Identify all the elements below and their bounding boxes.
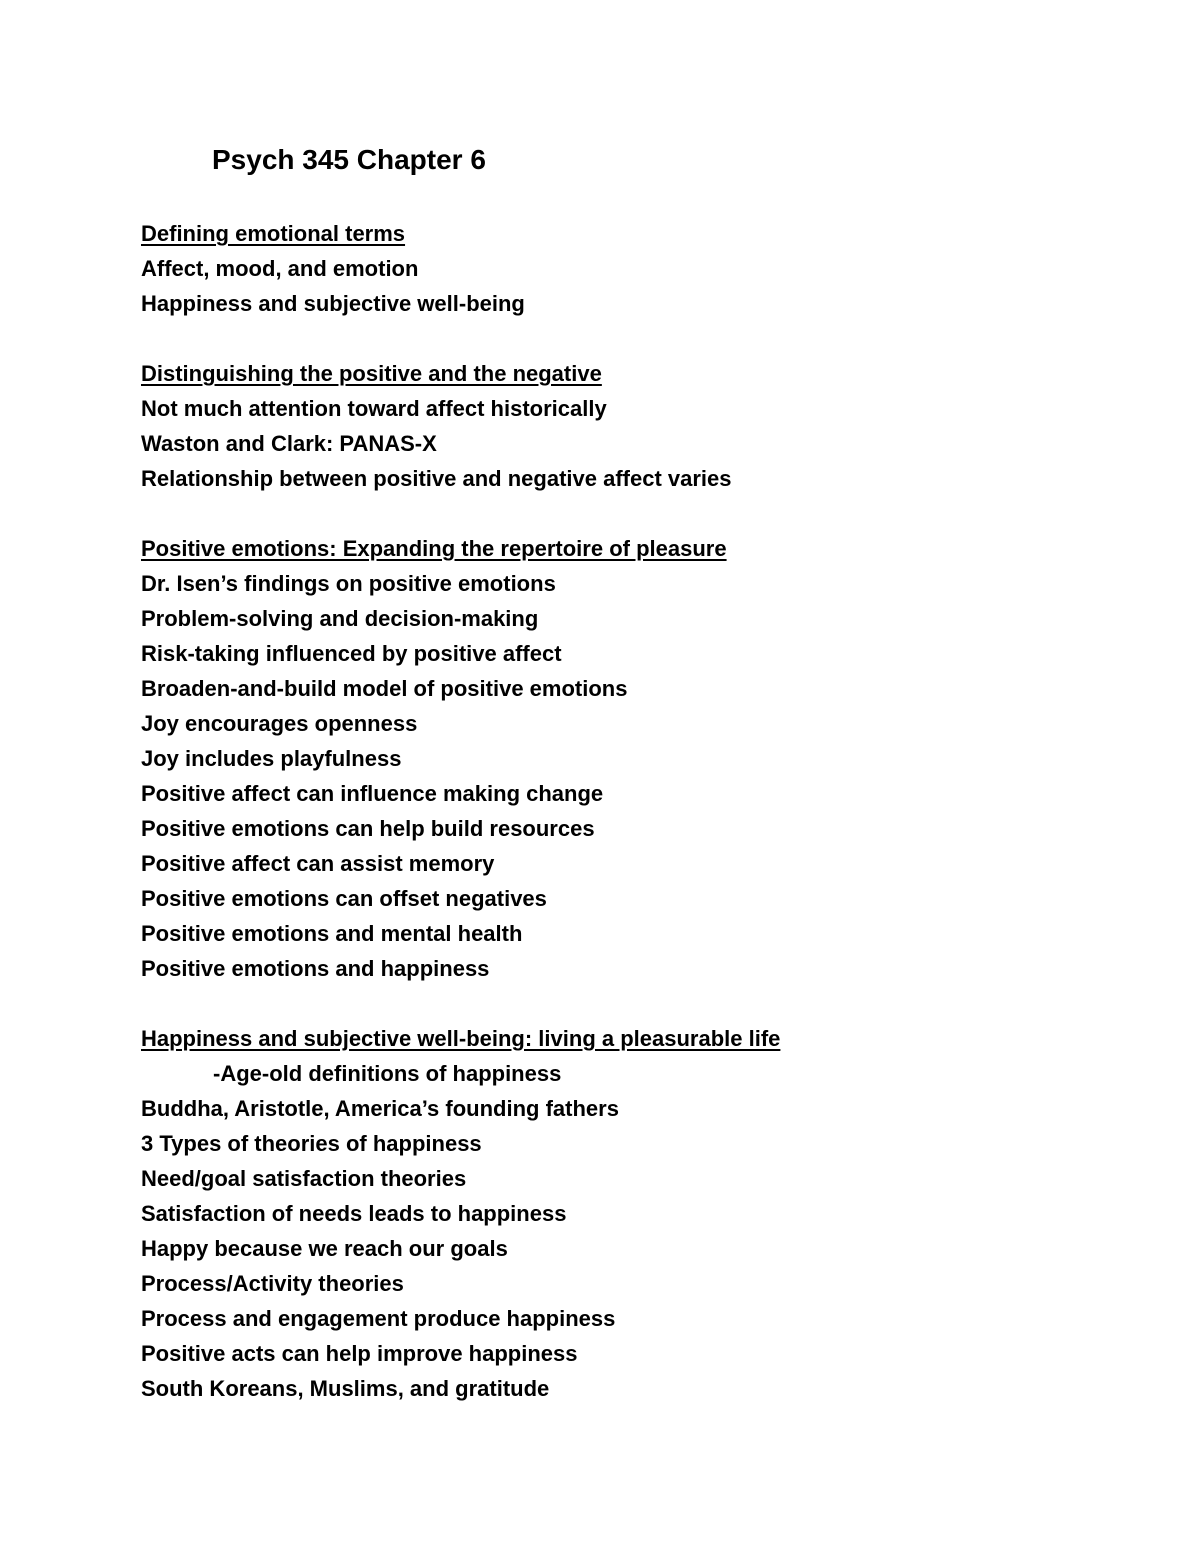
note-line: Positive emotions and happiness bbox=[141, 956, 490, 981]
note-line: Joy encourages openness bbox=[141, 711, 418, 736]
note-line: Positive affect can assist memory bbox=[141, 851, 495, 876]
section-spacer bbox=[141, 986, 1141, 1021]
note-line: Buddha, Aristotle, America’s founding fathers bbox=[141, 1096, 619, 1121]
note-line: Process and engagement produce happiness bbox=[141, 1306, 616, 1331]
section-heading: Positive emotions: Expanding the repertoire of pleasure bbox=[141, 536, 727, 561]
note-line: Joy includes playfulness bbox=[141, 746, 402, 771]
note-line: Not much attention toward affect historically bbox=[141, 396, 607, 421]
document-title: Psych 345 Chapter 6 bbox=[212, 144, 486, 175]
note-line: Happiness and subjective well-being bbox=[141, 291, 525, 316]
document-body bbox=[141, 216, 1141, 1406]
section-heading: Defining emotional terms bbox=[141, 221, 406, 246]
note-line: Risk-taking influenced by positive affect bbox=[141, 641, 562, 666]
note-line: Positive emotions and mental health bbox=[141, 921, 523, 946]
note-line: Positive acts can help improve happiness bbox=[141, 1341, 578, 1366]
section-heading: Happiness and subjective well-being: living a pleasurable life bbox=[141, 1026, 781, 1051]
note-line: Positive emotions can help build resources bbox=[141, 816, 595, 841]
indented-note-line: -Age-old definitions of happiness bbox=[213, 1061, 562, 1086]
note-line: Process/Activity theories bbox=[141, 1271, 404, 1296]
note-line: 3 Types of theories of happiness bbox=[141, 1131, 482, 1156]
section-spacer bbox=[141, 321, 1141, 356]
section-heading: Distinguishing the positive and the negative bbox=[141, 361, 602, 386]
note-line: Broaden-and-build model of positive emotions bbox=[141, 676, 628, 701]
note-line: Dr. Isen’s findings on positive emotions bbox=[141, 571, 556, 596]
note-line: Relationship between positive and negative affect varies bbox=[141, 466, 732, 491]
note-line: Waston and Clark: PANAS-X bbox=[141, 431, 437, 456]
section-spacer bbox=[141, 496, 1141, 531]
note-line: Happy because we reach our goals bbox=[141, 1236, 508, 1261]
note-line: Need/goal satisfaction theories bbox=[141, 1166, 467, 1191]
note-line: Affect, mood, and emotion bbox=[141, 256, 419, 281]
note-line: Positive emotions can offset negatives bbox=[141, 886, 547, 911]
note-line: South Koreans, Muslims, and gratitude bbox=[141, 1376, 550, 1401]
note-line: Satisfaction of needs leads to happiness bbox=[141, 1201, 567, 1226]
note-line: Problem-solving and decision-making bbox=[141, 606, 539, 631]
note-line: Positive affect can influence making change bbox=[141, 781, 604, 806]
